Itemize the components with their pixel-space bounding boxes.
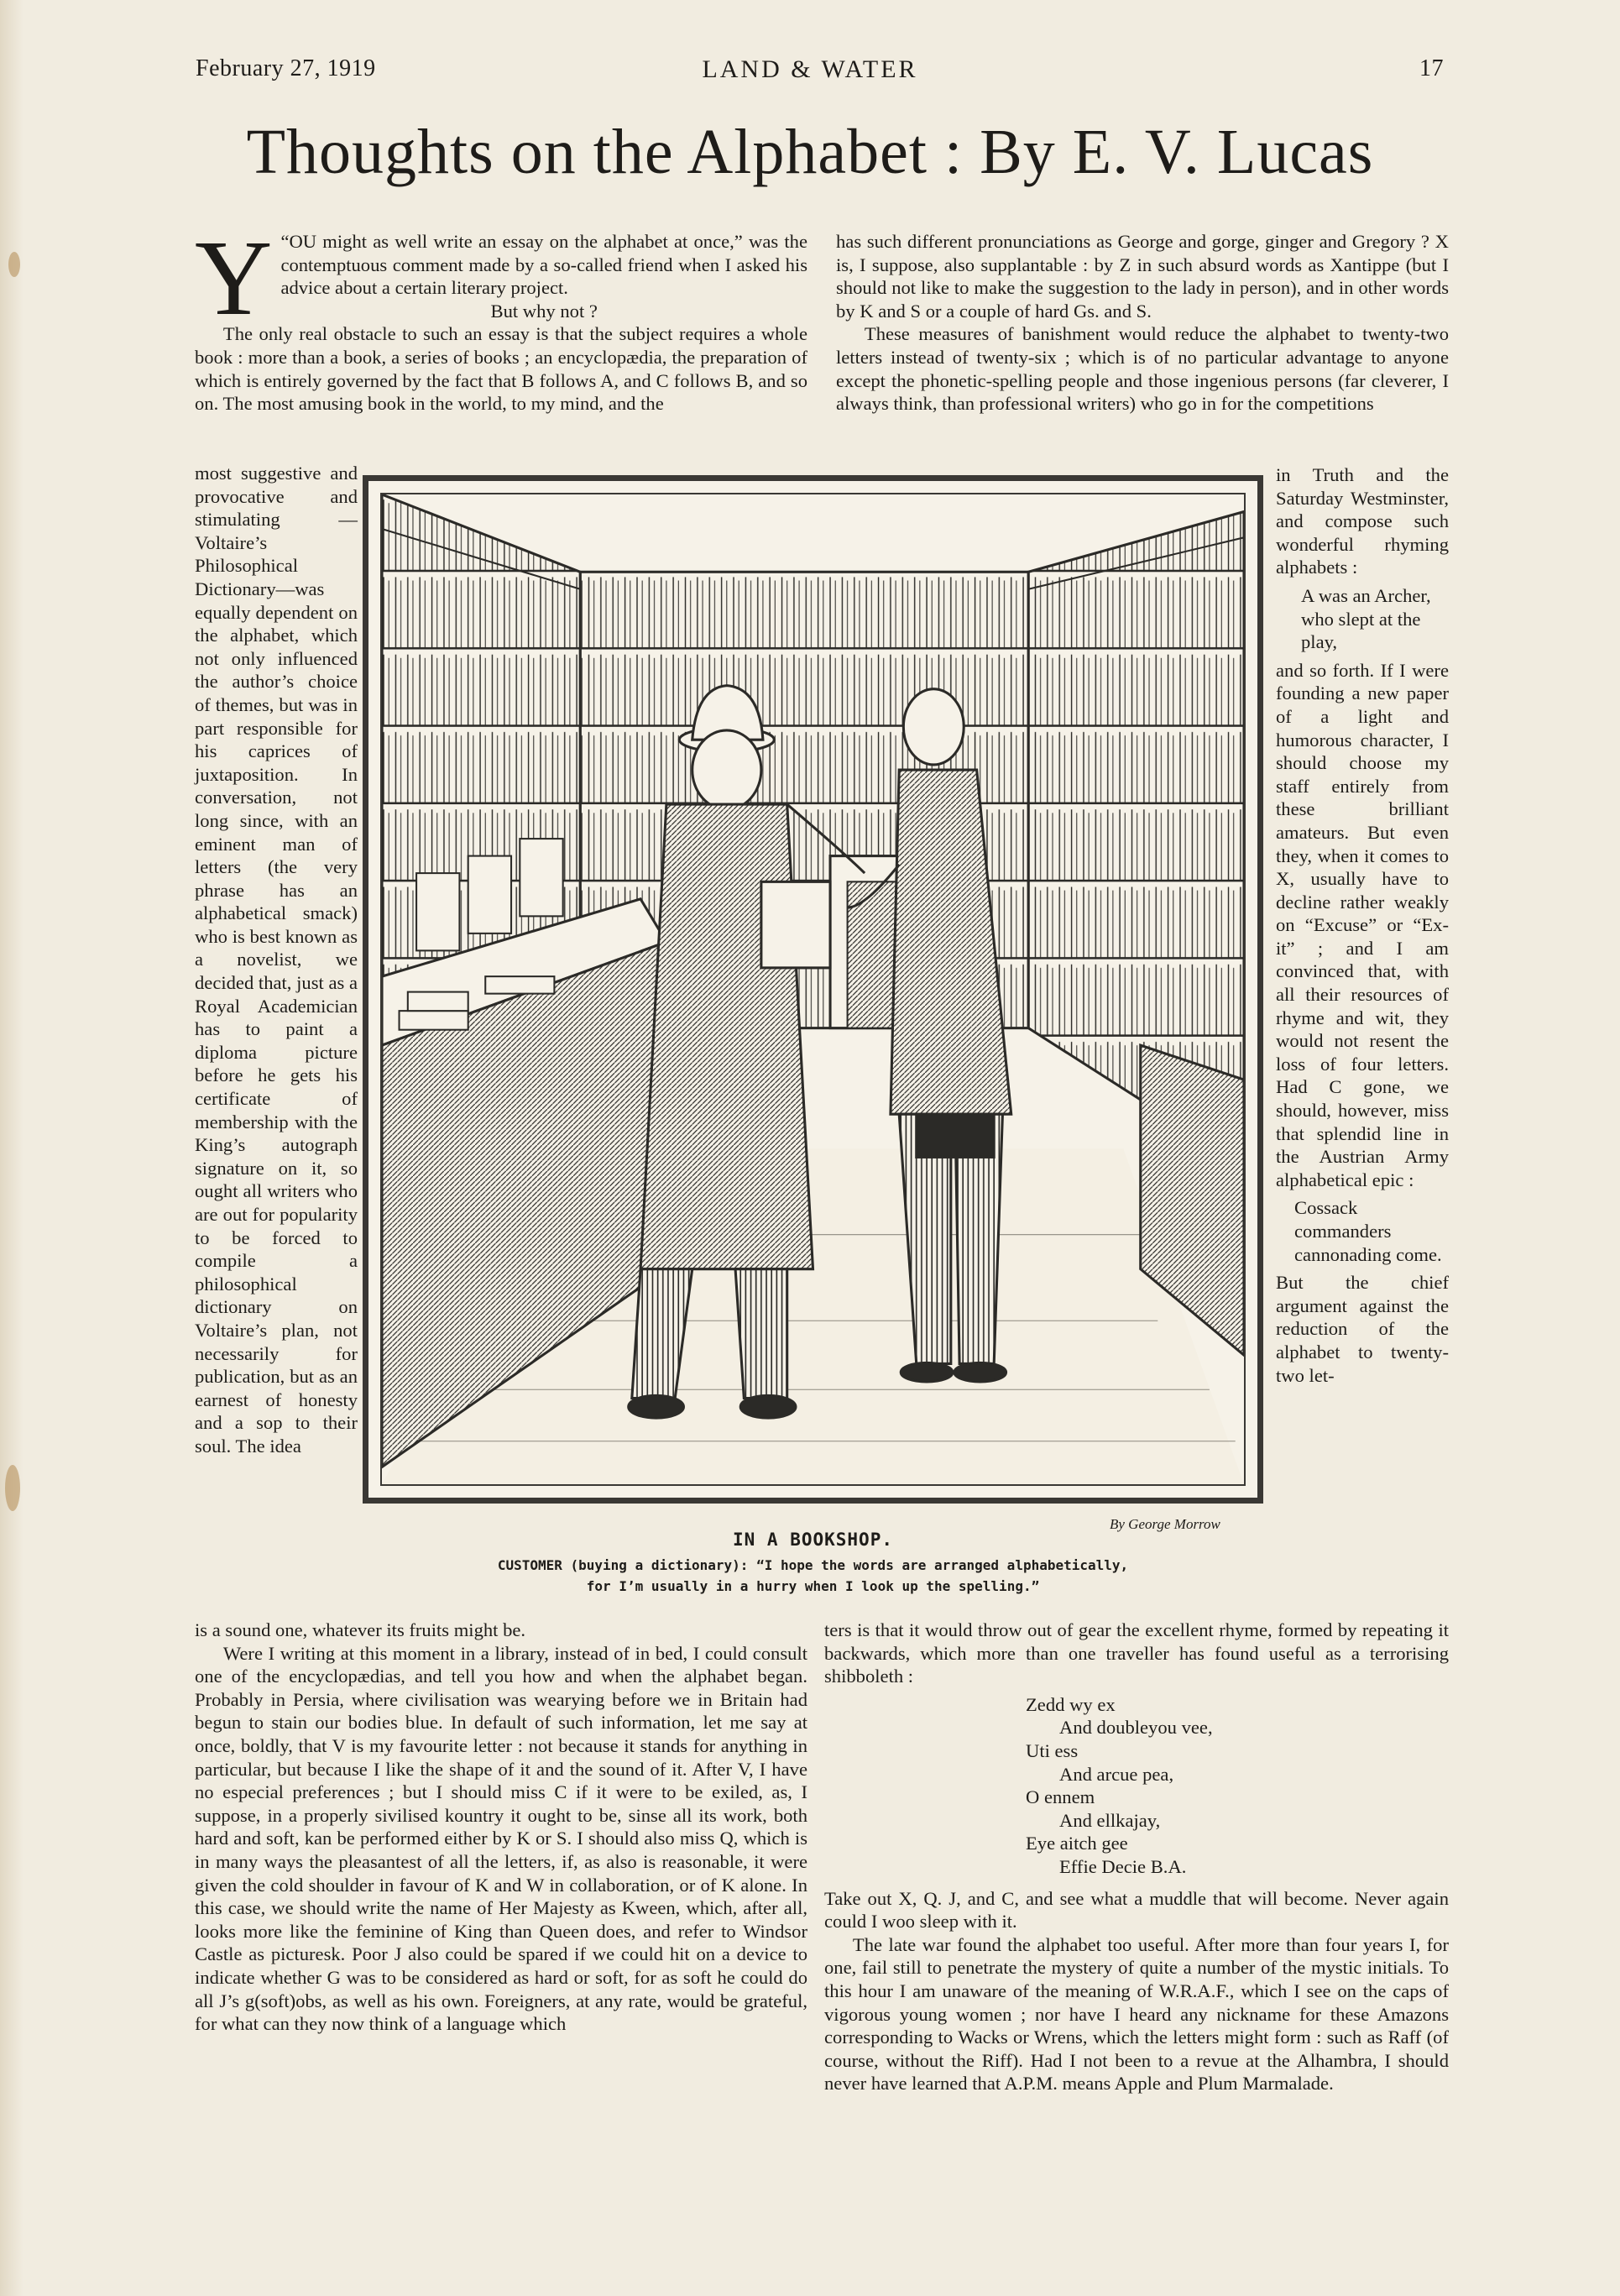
paragraph: in Truth and the Saturday Westminster, and compose such wonderful rhyming alphabets :	[1276, 464, 1449, 578]
paragraph: But why not ?	[490, 300, 598, 322]
verse-line: Uti ess	[1026, 1739, 1079, 1761]
paragraph: These measures of banishment would reduce the alphabet to twenty-two letters instead of twenty-six ; which is of no particular advantage to anyone except the phonetic-spelling people and those ingenious persons (far cleverer, I always think, than professional writers) who go in for the competitions	[836, 323, 1449, 415]
col1-top	[195, 218, 807, 416]
issue-date: February 27, 1919	[196, 55, 376, 81]
page-number: 17	[1419, 55, 1444, 81]
paragraph: and so forth. If I were founding a new paper of a light and humorous character, I should choose my staff entirely from these brilliant amateurs. But even they, when it comes to X, usually have to decline rather weakly on “Excuse” or “Ex-it” ; and I am convinced that, with all their resources of rhyme and wit, they would not resent the loss of four letters. Had C gone, we should, however, miss that splendid line in the Austrian Army alphabetical epic :	[1276, 659, 1449, 1190]
verse-line: Eye aitch gee	[1026, 1833, 1128, 1854]
col2-narrow	[1276, 463, 1449, 1387]
col2-bottom	[824, 1619, 1449, 2095]
paragraph: most suggestive and provocative and stimulating —Voltaire’s Philosophical Dictionary—was equally dependent on the alphabet, which not only influenced the author’s choice of themes, but was in part responsible for his caprices of juxtaposition. In conversation, not long since, with an eminent man of letters (the very phrase has an alphabetical smack) who is best known as a novelist, we decided that, just as a Royal Academician has to paint a diploma picture before he gets his certificate of membership with the King’s autograph signature on it, so ought all writers who are out for popularity to be forced to compile a philosophical dictionary on Voltaire’s plan, not necessarily for publication, but as an earnest of honesty and a sop to their soul. The idea	[195, 463, 358, 1457]
paper-stain	[5, 1465, 20, 1511]
illustration-frame	[380, 493, 1246, 1486]
page-edge	[0, 0, 24, 2296]
verse-line: And ellkajay,	[1059, 1809, 1161, 1831]
paper-stain	[8, 252, 20, 277]
col1-bottom	[195, 1619, 807, 2036]
verse-line: And doubleyou vee,	[1059, 1717, 1213, 1739]
bookshop-drawing	[382, 494, 1244, 1484]
col2-top	[836, 230, 1449, 416]
caption-line: for I’m usually in a hurry when I look up the spelling.”	[586, 1578, 1040, 1594]
verse-quote: A was an Archer, who slept at the play,	[1301, 584, 1431, 653]
paragraph: Were I writing at this moment in a library, instead of in bed, I could consult one of the encyclopædias, and tell you how and when the alphabet began. Probably in Persia, where civilisation was wearying before we in Britain had begun to stain our bodies blue. In default of such information, let me say at once, boldly, that V is my favourite letter : not because it stands for anything in particular, but because I like the shape of it and the sound of it. After V, I have no especial preferences ; but I should miss C if it were to be exiled, as, I suppose, in a properly sivilised kountry it ought to be, sinse all its work, both hard and soft, kan be performed either by K or S. I should also miss Q, which is in many ways the pleasantest of all the letters, if, as also is reasonable, it were given the cold shoulder in favour of K and W in collaboration, or of K alone. In this case, we should write the name of Her Majesty as Kween, which, after all, looks more like the feminine of King than Queen does, and refer to Windsor Castle as picturesk. Poor J also could be spared if we could hit on a device to indicate whether G was to be considered as hard or soft, for as soft he could do all J’s g(soft)obs, as well as his own. Foreigners, at any rate, would be grateful, for what can they now think of a language which	[195, 1642, 807, 2035]
artist-credit: By George Morrow	[1110, 1516, 1220, 1532]
publication-name: LAND & WATER	[702, 55, 918, 83]
caption-line: CUSTOMER (buying a dictionary): “I hope the words are arranged alphabetically,	[497, 1557, 1129, 1573]
paragraph: ters is that it would throw out of gear the excellent rhyme, formed by repeating it backwards, which more than one traveller has found useful as a terrorising shibboleth :	[824, 1619, 1449, 1687]
verse-line: O ennem	[1026, 1786, 1095, 1808]
paragraph: “OU might as well write an essay on the alphabet at once,” was the contemptuous comment made by a so-called friend when I asked his advice about a certain literary project.	[280, 231, 807, 299]
paragraph: Take out X, Q. J, and C, and see what a muddle that will become. Never again could I woo sleep with it.	[824, 1887, 1449, 1933]
verse-line: Effie Decie B.A.	[1059, 1855, 1187, 1877]
col1-narrow	[195, 462, 358, 1458]
paragraph: The only real obstacle to such an essay is that the subject requires a whole book : more than a book, a series of books ; an encyclopædia, the preparation of which is entirely governed by the fact that B follows A, and C follows B, and so on. The most amusing book in the world, to my mind, and the	[195, 323, 807, 415]
paragraph: has such different pronunciations as George and gorge, ginger and Gregory ? X is, I suppose, also supplantable : by Z in such absurd words as Xantippe (but I should not like to make the suggestion to the lady in person), and in other words by K and S or a couple of hard Gs. and S.	[836, 231, 1449, 322]
bookshop-illustration	[363, 475, 1263, 1504]
backwards-rhyme	[1026, 1693, 1449, 1879]
verse-quote: Cossack commanders cannonading come.	[1294, 1197, 1442, 1265]
verse-line: Zedd wy ex	[1026, 1693, 1116, 1715]
article-title: Thoughts on the Alphabet : By E. V. Lucas	[246, 117, 1374, 187]
paragraph: But the chief argument against the reduction of the alphabet to twenty-two let-	[1276, 1272, 1449, 1386]
drop-cap: Y	[195, 218, 273, 337]
verse-line: And arcue pea,	[1059, 1763, 1174, 1785]
paragraph: is a sound one, whatever its fruits might be.	[195, 1619, 526, 1640]
paragraph: The late war found the alphabet too useful. After more than four years I, for one, fail still to penetrate the mystery of quite a number of the mystic initials. To this hour I am unaware of the meaning of W.R.A.F., which I see on the caps of vigorous young women ; nor have I heard any nickname for these Amazons corresponding to Wacks or Wrens, which the letters might form : such as Raff (of course, without the Riff). Had I not been to a revue at the Alhambra, I should never have learned that A.P.M. means Apple and Plum Marmalade.	[824, 1933, 1449, 2095]
caption-title: IN A BOOKSHOP.	[732, 1530, 893, 1550]
